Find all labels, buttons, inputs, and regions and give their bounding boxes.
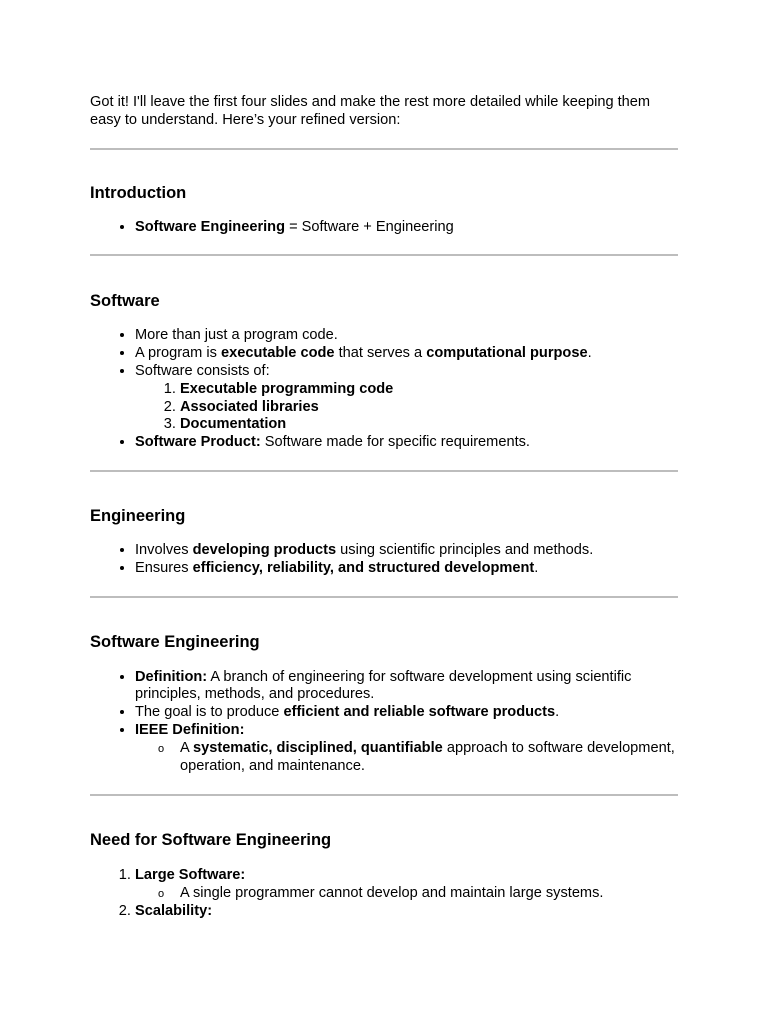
term-bold: IEEE Definition: [135, 721, 245, 738]
list-item [180, 885, 678, 903]
software-components-list [135, 381, 678, 434]
section-title-software-engineering: Software Engineering [90, 632, 260, 651]
term-bold: Documentation [180, 416, 287, 433]
term-bold: Executable programming code [180, 380, 394, 397]
large-software-sublist [135, 885, 678, 903]
divider [90, 254, 678, 256]
term-bold: efficiency, reliability, and structured development [192, 559, 535, 576]
term-bold: computational purpose [426, 345, 588, 362]
section-title-introduction: Introduction [90, 183, 187, 202]
term-bold: Software Engineering [135, 218, 286, 235]
list-item [135, 542, 678, 560]
introduction-list [90, 219, 678, 237]
item-text: . [587, 345, 592, 362]
item-text: Software made for specific requirements. [260, 434, 530, 451]
list-item [180, 381, 678, 399]
list-item [135, 704, 678, 722]
list-item [180, 399, 678, 417]
item-text: . [555, 704, 560, 721]
section-title-need: Need for Software Engineering [90, 831, 332, 850]
item-text: approach to software development, operation, and maintenance. [180, 739, 675, 774]
item-text: A [180, 739, 193, 756]
section-title-software: Software [90, 292, 160, 311]
item-text: A single programmer cannot develop and maintain large systems. [180, 885, 604, 902]
term-bold: Associated libraries [180, 398, 319, 415]
term-bold: Software Product: [135, 434, 261, 451]
engineering-list [90, 542, 678, 578]
intro-line-2: easy to understand. Here’s your refined version: [90, 111, 401, 128]
item-text: . [534, 559, 539, 576]
list-item [135, 722, 678, 775]
term-bold: efficient and reliable software products [283, 704, 556, 721]
list-item [135, 219, 678, 237]
list-item [135, 867, 678, 903]
software-engineering-list [90, 669, 678, 776]
ieee-definition-list [135, 740, 678, 776]
divider [90, 148, 678, 150]
item-text: = Software + Engineering [285, 218, 454, 235]
term-bold: Definition: [135, 668, 208, 685]
list-item [135, 327, 678, 345]
item-text: More than just a program code. [135, 327, 338, 344]
item-text: Ensures [135, 559, 193, 576]
list-item [135, 560, 678, 578]
term-bold: Scalability: [135, 902, 213, 919]
item-text: The goal is to produce [135, 704, 284, 721]
list-item [135, 434, 678, 452]
list-item [180, 740, 678, 776]
divider [90, 470, 678, 472]
divider [90, 596, 678, 598]
intro-line-1: Got it! I'll leave the first four slides and make the rest more detailed while keeping them [90, 94, 651, 110]
document-body [90, 94, 678, 921]
term-bold: Large Software: [135, 867, 246, 884]
section-title-engineering: Engineering [90, 506, 186, 525]
term-bold: systematic, disciplined, quantifiable [192, 739, 443, 756]
item-text: Software consists of: [135, 362, 270, 379]
list-item [135, 669, 678, 705]
term-bold: executable code [220, 345, 335, 362]
item-text: A program is [135, 345, 221, 362]
item-text: that serves a [334, 345, 427, 362]
software-list [90, 327, 678, 452]
list-item [135, 345, 678, 363]
list-item [135, 903, 678, 921]
intro-paragraph [90, 94, 678, 130]
item-text: A branch of engineering for software development using scientific principles, methods, and procedures. [135, 668, 632, 703]
divider [90, 794, 678, 796]
term-bold: developing products [192, 541, 337, 558]
item-text: using scientific principles and methods. [336, 541, 594, 558]
item-text: Involves [135, 541, 193, 558]
need-list [90, 867, 678, 920]
list-item [180, 416, 678, 434]
list-item [135, 363, 678, 434]
